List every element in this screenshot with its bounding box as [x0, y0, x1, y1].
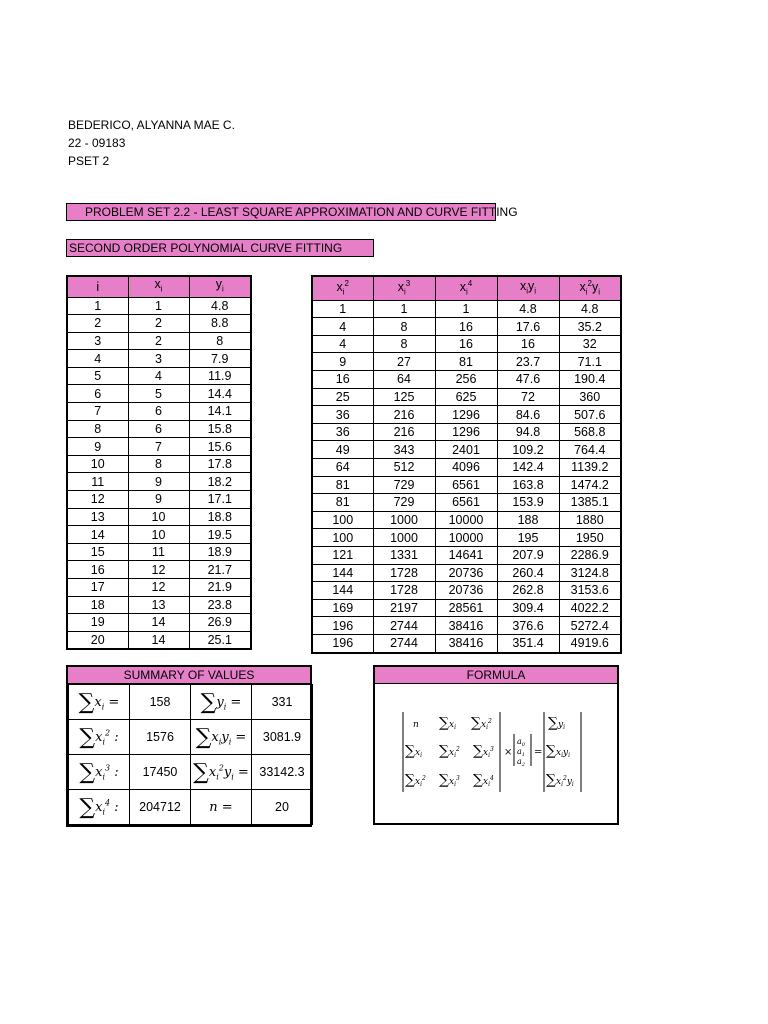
table-cell: 1 — [312, 300, 373, 318]
sum-xy-value: 3081.9 — [252, 720, 313, 755]
header-xi: $x_i$ — [128, 276, 189, 297]
table-row — [67, 561, 251, 579]
table-cell: 21.9 — [189, 579, 251, 597]
sum-x2y-symbol: $\sum x_i^2y_i$ = — [191, 755, 252, 790]
table-cell: 19.5 — [189, 526, 251, 544]
table-row — [312, 459, 621, 477]
table-cell: 2 — [67, 315, 128, 333]
table-cell: 3 — [128, 350, 189, 368]
table-cell: 169 — [312, 599, 373, 617]
table-cell: 207.9 — [497, 546, 559, 564]
problem-title: PROBLEM SET 2.2 - LEAST SQUARE APPROXIMATION AND CURVE FITTING — [66, 203, 496, 221]
table-row — [312, 335, 621, 353]
table-cell: 16 — [435, 335, 497, 353]
table-cell: 14.1 — [189, 403, 251, 421]
sum-x-symbol: $\sum x_i$ = — [69, 685, 130, 720]
table-cell: 5272.4 — [559, 617, 621, 635]
table-cell: 2 — [128, 332, 189, 350]
table-cell: 35.2 — [559, 318, 621, 336]
table-cell: 360 — [559, 388, 621, 406]
header-xi3: $x_i^3$ — [373, 276, 435, 300]
table-row — [67, 455, 251, 473]
table-cell: 18.9 — [189, 543, 251, 561]
table-cell: 1385.1 — [559, 494, 621, 512]
table-cell: 4096 — [435, 459, 497, 477]
table-cell: 21.7 — [189, 561, 251, 579]
table-cell: 36 — [312, 423, 373, 441]
table-cell: 12 — [128, 579, 189, 597]
table-cell: 9 — [128, 473, 189, 491]
svg-text:∑xi: $\sum x_i$ — [439, 715, 456, 731]
sum-x3-symbol: $\sum x_i^3$ : — [69, 755, 130, 790]
table-cell: 4022.2 — [559, 599, 621, 617]
table-cell: 18.2 — [189, 473, 251, 491]
table-cell: 20 — [67, 631, 128, 649]
svg-text:∑xi: $\sum x_i$ — [405, 743, 422, 759]
table-cell: 2744 — [373, 617, 435, 635]
table-cell: 1474.2 — [559, 476, 621, 494]
svg-text:∑xi3: $\sum x_i^3$ — [473, 743, 494, 759]
table-cell: 100 — [312, 511, 373, 529]
table-cell: 507.6 — [559, 406, 621, 424]
table-cell: 26.9 — [189, 614, 251, 632]
table-row — [67, 438, 251, 456]
header-xiyi: $x_iy_i$ — [497, 276, 559, 300]
table-cell: 195 — [497, 529, 559, 547]
table-cell: 1 — [128, 297, 189, 315]
table-row — [67, 579, 251, 597]
summary-panel — [66, 665, 312, 827]
svg-text:a2: $a_2$ — [517, 757, 525, 768]
table-cell: 109.2 — [497, 441, 559, 459]
svg-text:∑xi2: $\sum x_i^2$ — [439, 743, 460, 759]
table-cell: 8 — [189, 332, 251, 350]
n-symbol: n = — [191, 790, 252, 825]
table-cell: 100 — [312, 529, 373, 547]
table-cell: 38416 — [435, 617, 497, 635]
table-cell: 8.8 — [189, 315, 251, 333]
table-cell: 262.8 — [497, 582, 559, 600]
table-row — [312, 441, 621, 459]
table-row — [67, 473, 251, 491]
header-i: i — [67, 276, 128, 297]
table-cell: 19 — [67, 614, 128, 632]
table-cell: 1296 — [435, 423, 497, 441]
table-cell: 84.6 — [497, 406, 559, 424]
table-cell: 1331 — [373, 546, 435, 564]
table-cell: 16 — [67, 561, 128, 579]
table-row — [312, 546, 621, 564]
table-cell: 6561 — [435, 494, 497, 512]
table-cell: 81 — [312, 476, 373, 494]
svg-text:∑xi2: $\sum x_i^2$ — [471, 715, 492, 731]
table-cell: 764.4 — [559, 441, 621, 459]
table-cell: 6561 — [435, 476, 497, 494]
table-cell: 256 — [435, 371, 497, 389]
table-cell: 15.8 — [189, 420, 251, 438]
table-cell: 72 — [497, 388, 559, 406]
table-cell: 23.8 — [189, 596, 251, 614]
table-cell: 216 — [373, 406, 435, 424]
table-row — [67, 297, 251, 315]
table-cell: 1000 — [373, 511, 435, 529]
table-cell: 7.9 — [189, 350, 251, 368]
table-cell: 71.1 — [559, 353, 621, 371]
table-row — [312, 511, 621, 529]
table-cell: 27 — [373, 353, 435, 371]
table-cell: 15.6 — [189, 438, 251, 456]
table-cell: 3 — [67, 332, 128, 350]
table-cell: 2 — [128, 315, 189, 333]
table-cell: 8 — [373, 335, 435, 353]
table-cell: 6 — [67, 385, 128, 403]
formula-panel — [373, 665, 619, 825]
table-cell: 142.4 — [497, 459, 559, 477]
table-cell: 14641 — [435, 546, 497, 564]
sum-x2-value: 1576 — [130, 720, 191, 755]
sum-x4-value: 204712 — [130, 790, 191, 825]
header-xi4: $x_i^4$ — [435, 276, 497, 300]
table-cell: 121 — [312, 546, 373, 564]
svg-text:n: n — [413, 720, 419, 730]
table-cell: 10 — [128, 508, 189, 526]
table-cell: 4 — [312, 318, 373, 336]
table-cell: 4 — [128, 367, 189, 385]
table-cell: 36 — [312, 406, 373, 424]
table-cell: 13 — [67, 508, 128, 526]
table-row — [67, 403, 251, 421]
table-cell: 1728 — [373, 582, 435, 600]
table-row — [312, 494, 621, 512]
table-cell: 9 — [128, 491, 189, 509]
table-row — [312, 406, 621, 424]
table-cell: 188 — [497, 511, 559, 529]
svg-text:=: = — [534, 747, 543, 758]
table-cell: 144 — [312, 582, 373, 600]
table-cell: 4.8 — [189, 297, 251, 315]
table-row — [312, 529, 621, 547]
table-cell: 17.1 — [189, 491, 251, 509]
pset-label: PSET 2 — [68, 154, 110, 168]
sum-x2y-value: 33142.3 — [252, 755, 313, 790]
data-table-left — [66, 275, 252, 650]
table-cell: 1 — [373, 300, 435, 318]
svg-text:∑xi3: $\sum x_i^3$ — [439, 772, 460, 788]
table-cell: 196 — [312, 634, 373, 652]
table-row — [67, 596, 251, 614]
sum-xy-symbol: $\sum x_iy_i$ = — [191, 720, 252, 755]
table-cell: 4.8 — [559, 300, 621, 318]
table-cell: 2401 — [435, 441, 497, 459]
table-row — [312, 634, 621, 652]
summary-title: SUMMARY OF VALUES — [68, 667, 310, 684]
table-cell: 10000 — [435, 529, 497, 547]
table-cell: 12 — [67, 491, 128, 509]
table-cell: 5 — [128, 385, 189, 403]
table-row — [67, 631, 251, 649]
table-cell: 18.8 — [189, 508, 251, 526]
table-cell: 1 — [435, 300, 497, 318]
formula-title: FORMULA — [375, 667, 617, 684]
table-cell: 729 — [373, 476, 435, 494]
table-cell: 18 — [67, 596, 128, 614]
header-xi2yi: $x_i^2y_i$ — [559, 276, 621, 300]
table-row — [312, 599, 621, 617]
table-cell: 1 — [67, 297, 128, 315]
table-cell: 11 — [128, 543, 189, 561]
table-cell: 49 — [312, 441, 373, 459]
table-cell: 4.8 — [497, 300, 559, 318]
table-cell: 5 — [67, 367, 128, 385]
table-cell: 13 — [128, 596, 189, 614]
svg-text:∑xiyi: $\sum x_iy_i$ — [546, 743, 571, 759]
table-cell: 190.4 — [559, 371, 621, 389]
table-cell: 8 — [373, 318, 435, 336]
table-row — [67, 367, 251, 385]
sum-x3-value: 17450 — [130, 755, 191, 790]
sum-x2-symbol: $\sum x_i^2$ : — [69, 720, 130, 755]
table-cell: 125 — [373, 388, 435, 406]
header-yi: $y_i$ — [189, 276, 251, 297]
table-cell: 1728 — [373, 564, 435, 582]
table-row — [312, 388, 621, 406]
table-row — [312, 371, 621, 389]
table-cell: 23.7 — [497, 353, 559, 371]
table-cell: 8 — [67, 420, 128, 438]
table-cell: 260.4 — [497, 564, 559, 582]
svg-text:∑xi2yi: $\sum x_i^2y_i$ — [546, 772, 574, 788]
table-cell: 2197 — [373, 599, 435, 617]
table-cell: 2744 — [373, 634, 435, 652]
table-cell: 12 — [128, 561, 189, 579]
table-cell: 4 — [312, 335, 373, 353]
table-cell: 4919.6 — [559, 634, 621, 652]
student-number: 22 - 09183 — [68, 136, 126, 150]
table-cell: 28561 — [435, 599, 497, 617]
table-row — [312, 564, 621, 582]
table-row — [312, 582, 621, 600]
table-cell: 10 — [128, 526, 189, 544]
table-cell: 94.8 — [497, 423, 559, 441]
table-cell: 216 — [373, 423, 435, 441]
data-table-right — [311, 275, 622, 654]
table-cell: 16 — [497, 335, 559, 353]
svg-text:a1: $a_1$ — [517, 747, 525, 758]
table-cell: 8 — [128, 455, 189, 473]
table-cell: 376.6 — [497, 617, 559, 635]
svg-text:∑xi4: $\sum x_i^4$ — [473, 772, 494, 788]
table-row — [67, 420, 251, 438]
svg-text:a0: $a_0$ — [517, 737, 525, 748]
normal-equations-matrix — [375, 684, 617, 824]
table-cell: 6 — [128, 420, 189, 438]
header-xi2: $x_i^2$ — [312, 276, 373, 300]
table-row — [312, 617, 621, 635]
table-cell: 4 — [67, 350, 128, 368]
table-row — [67, 543, 251, 561]
table-cell: 17 — [67, 579, 128, 597]
sum-x4-symbol: $\sum x_i^4$ : — [69, 790, 130, 825]
table-cell: 10000 — [435, 511, 497, 529]
n-value: 20 — [252, 790, 313, 825]
table-row — [67, 315, 251, 333]
table-row — [312, 423, 621, 441]
table-cell: 10 — [67, 455, 128, 473]
svg-text:×: × — [504, 747, 513, 758]
table-cell: 32 — [559, 335, 621, 353]
table-cell: 20736 — [435, 564, 497, 582]
table-cell: 625 — [435, 388, 497, 406]
table-header-row — [312, 276, 621, 300]
table-cell: 47.6 — [497, 371, 559, 389]
table-cell: 20736 — [435, 582, 497, 600]
table-cell: 2286.9 — [559, 546, 621, 564]
table-row — [67, 332, 251, 350]
section-title: SECOND ORDER POLYNOMIAL CURVE FITTING — [66, 239, 374, 257]
table-row — [67, 614, 251, 632]
sum-y-value: 331 — [252, 685, 313, 720]
table-cell: 15 — [67, 543, 128, 561]
table-cell: 16 — [312, 371, 373, 389]
table-row — [312, 300, 621, 318]
table-cell: 17.8 — [189, 455, 251, 473]
svg-text:∑yi: $\sum y_i$ — [548, 715, 566, 731]
table-cell: 81 — [312, 494, 373, 512]
table-cell: 1880 — [559, 511, 621, 529]
table-cell: 7 — [67, 403, 128, 421]
table-cell: 351.4 — [497, 634, 559, 652]
table-cell: 16 — [435, 318, 497, 336]
table-row — [312, 318, 621, 336]
table-cell: 1296 — [435, 406, 497, 424]
table-cell: 729 — [373, 494, 435, 512]
table-cell: 1000 — [373, 529, 435, 547]
table-cell: 14 — [67, 526, 128, 544]
table-cell: 6 — [128, 403, 189, 421]
table-cell: 14 — [128, 614, 189, 632]
table-row — [312, 476, 621, 494]
table-cell: 81 — [435, 353, 497, 371]
table-cell: 153.9 — [497, 494, 559, 512]
table-cell: 163.8 — [497, 476, 559, 494]
table-cell: 11.9 — [189, 367, 251, 385]
table-cell: 64 — [373, 371, 435, 389]
table-cell: 11 — [67, 473, 128, 491]
table-cell: 17.6 — [497, 318, 559, 336]
table-cell: 3153.6 — [559, 582, 621, 600]
table-row — [67, 508, 251, 526]
table-cell: 144 — [312, 564, 373, 582]
table-cell: 7 — [128, 438, 189, 456]
table-cell: 343 — [373, 441, 435, 459]
table-cell: 14 — [128, 631, 189, 649]
table-header-row — [67, 276, 251, 297]
student-name: BEDERICO, ALYANNA MAE C. — [68, 118, 235, 132]
table-cell: 1950 — [559, 529, 621, 547]
sum-x-value: 158 — [130, 685, 191, 720]
table-cell: 9 — [312, 353, 373, 371]
table-row — [67, 526, 251, 544]
table-row — [312, 353, 621, 371]
table-cell: 25 — [312, 388, 373, 406]
table-row — [67, 491, 251, 509]
table-cell: 512 — [373, 459, 435, 477]
table-cell: 14.4 — [189, 385, 251, 403]
table-row — [67, 385, 251, 403]
table-cell: 38416 — [435, 634, 497, 652]
table-cell: 568.8 — [559, 423, 621, 441]
table-cell: 64 — [312, 459, 373, 477]
table-cell: 25.1 — [189, 631, 251, 649]
sum-y-symbol: $\sum y_i$ = — [191, 685, 252, 720]
table-cell: 309.4 — [497, 599, 559, 617]
table-row — [67, 350, 251, 368]
table-cell: 196 — [312, 617, 373, 635]
svg-text:∑xi2: $\sum x_i^2$ — [405, 772, 426, 788]
table-cell: 3124.8 — [559, 564, 621, 582]
table-cell: 9 — [67, 438, 128, 456]
table-cell: 1139.2 — [559, 459, 621, 477]
